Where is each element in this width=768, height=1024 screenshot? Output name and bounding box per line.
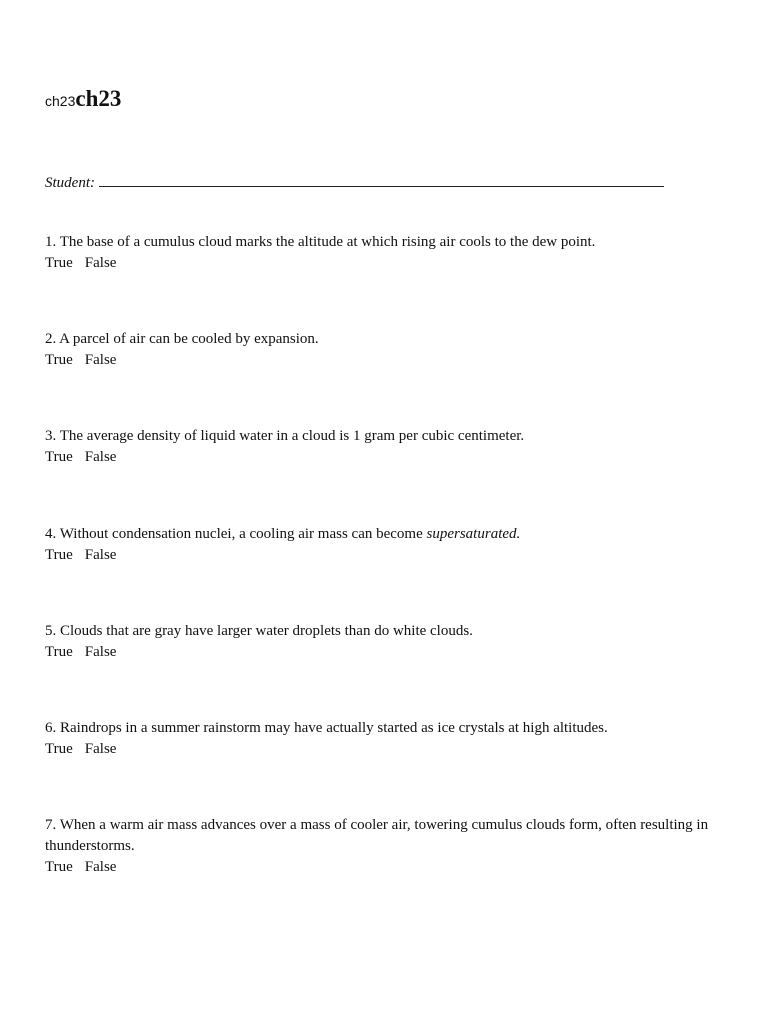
question-2 xyxy=(45,329,725,371)
question-4 xyxy=(45,524,725,566)
answer-false[interactable]: False xyxy=(84,449,117,465)
answer-options xyxy=(45,447,725,468)
answer-false[interactable]: False xyxy=(84,644,117,660)
answer-true[interactable]: True xyxy=(45,547,73,563)
answer-true[interactable]: True xyxy=(45,859,73,875)
answer-false[interactable]: False xyxy=(84,547,117,563)
student-label: Student: xyxy=(45,175,95,191)
question-1 xyxy=(45,232,725,274)
answer-true[interactable]: True xyxy=(45,352,73,368)
question-5 xyxy=(45,621,725,663)
page-title xyxy=(45,86,121,112)
question-text: 7. When a warm air mass advances over a mass of cooler air, towering cumulus clouds form, often resulting in thunderstorms. xyxy=(45,817,709,854)
answer-false[interactable]: False xyxy=(84,741,117,757)
answer-options xyxy=(45,857,725,878)
answer-true[interactable]: True xyxy=(45,741,73,757)
answer-options xyxy=(45,545,725,566)
student-name-line[interactable] xyxy=(99,172,664,187)
question-text: 3. The average density of liquid water in a cloud is 1 gram per cubic centimeter. xyxy=(45,428,525,444)
question-text: 2. A parcel of air can be cooled by expansion. xyxy=(45,331,319,347)
answer-options xyxy=(45,642,725,663)
answer-true[interactable]: True xyxy=(45,644,73,660)
answer-options xyxy=(45,739,725,760)
question-text: 1. The base of a cumulus cloud marks the altitude at which rising air cools to the dew point. xyxy=(45,234,596,250)
answer-false[interactable]: False xyxy=(84,859,117,875)
question-text: 5. Clouds that are gray have larger water droplets than do white clouds. xyxy=(45,623,473,639)
answer-options xyxy=(45,350,725,371)
title-big: ch23 xyxy=(75,86,122,111)
student-field xyxy=(45,172,664,192)
question-text-italic: supersaturated. xyxy=(426,526,521,542)
answer-true[interactable]: True xyxy=(45,449,73,465)
title-small: ch23 xyxy=(45,93,76,109)
question-7 xyxy=(45,815,725,878)
answer-false[interactable]: False xyxy=(84,352,117,368)
question-text xyxy=(45,524,725,545)
answer-options xyxy=(45,253,725,274)
question-text-main: 4. Without condensation nuclei, a cooling air mass can become xyxy=(45,526,427,542)
answer-false[interactable]: False xyxy=(84,255,117,271)
question-text: 6. Raindrops in a summer rainstorm may have actually started as ice crystals at high altitudes. xyxy=(45,720,608,736)
question-3 xyxy=(45,426,725,468)
answer-true[interactable]: True xyxy=(45,255,73,271)
question-6 xyxy=(45,718,725,760)
